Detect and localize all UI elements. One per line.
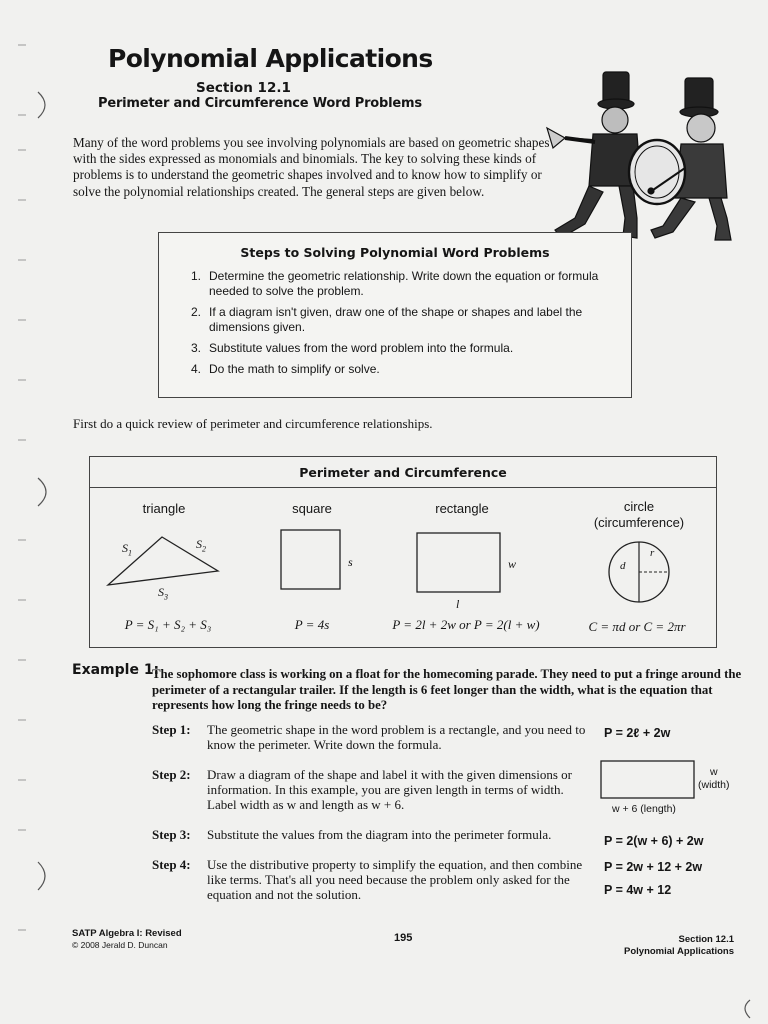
circle-label-2: (circumference) bbox=[593, 515, 685, 530]
step-1-text: The geometric shape in the word problem is a rectangle, and you need to know the perimeter. Write down the formula. bbox=[207, 722, 586, 752]
steps-list bbox=[177, 269, 617, 383]
footer-book-title: SATP Algebra I: Revised bbox=[72, 928, 182, 939]
footer-section: Section 12.1 bbox=[678, 934, 734, 945]
step-number: 1. bbox=[190, 269, 201, 283]
section-number: Section 12.1 bbox=[196, 80, 291, 96]
step-text: Substitute values from the word problem into the formula. bbox=[209, 341, 514, 355]
review-text: First do a quick review of perimeter and circumference relationships. bbox=[73, 416, 433, 431]
square-label: square bbox=[292, 501, 332, 516]
rectangle-diagram bbox=[416, 532, 502, 594]
side-subscript: 3 bbox=[164, 592, 168, 602]
circle-radius-label: r bbox=[650, 547, 655, 559]
side-subscript: 1 bbox=[128, 548, 132, 558]
list-item bbox=[177, 362, 617, 377]
footer-chapter-title: Polynomial Applications bbox=[624, 946, 734, 957]
step-1-formula: P = 2ℓ + 2w bbox=[604, 726, 671, 740]
margin-binder-marks bbox=[0, 0, 60, 1024]
step-4-text: Use the distributive property to simplify the equation, and then combine like terms. That's all you need because the problem only asked for the equation and not the solution. bbox=[207, 857, 583, 902]
example-length-label: w + 6 (length) bbox=[612, 803, 676, 815]
rectangle-length-label: l bbox=[456, 597, 460, 611]
step-text: If a diagram isn't given, draw one of the shape or shapes and label the dimensions given. bbox=[209, 305, 583, 334]
step-text: Do the math to simplify or solve. bbox=[209, 362, 380, 376]
step-4-label: Step 4: bbox=[152, 857, 191, 872]
square-formula: P = 4s bbox=[294, 617, 330, 632]
square-diagram bbox=[280, 529, 342, 591]
triangle-side-1 bbox=[122, 541, 132, 557]
page-number: 195 bbox=[394, 932, 413, 944]
list-item bbox=[177, 305, 617, 335]
list-item bbox=[177, 269, 617, 299]
trumpeter-figure bbox=[547, 72, 641, 238]
footer-copyright: © 2008 Jerald D. Duncan bbox=[72, 940, 168, 950]
circle-label: circle bbox=[623, 499, 655, 514]
side-letter: S bbox=[158, 585, 164, 599]
rectangle-label: rectangle bbox=[435, 501, 489, 516]
page-subtitle: Perimeter and Circumference Word Problems bbox=[98, 96, 422, 111]
step-4-formula-1: P = 2w + 12 + 2w bbox=[604, 860, 703, 874]
side-letter: S bbox=[122, 541, 128, 555]
step-3-text: Substitute the values from the diagram into the perimeter formula. bbox=[207, 827, 552, 842]
circle-diagram bbox=[606, 539, 672, 605]
step-text: Determine the geometric relationship. Write down the equation or formula needed to solve the problem. bbox=[209, 269, 599, 298]
pc-box-heading: Perimeter and Circumference bbox=[90, 457, 716, 488]
step-2-label: Step 2: bbox=[152, 767, 191, 782]
example-width-label-2: (width) bbox=[698, 779, 730, 791]
side-letter: S bbox=[196, 537, 202, 551]
page-title: Polynomial Applications bbox=[108, 44, 433, 73]
rectangle-formula: P = 2l + 2w or P = 2(l + w) bbox=[392, 617, 540, 632]
example-rectangle-diagram bbox=[600, 760, 696, 800]
circle-formula: C = πd or C = 2πr bbox=[588, 619, 686, 634]
triangle-formula: P = S₁ + S₂ + S₃ bbox=[124, 617, 212, 632]
step-2-text: Draw a diagram of the shape and label it with the given dimensions or information. In this example, you are given length in terms of width. Label width as w and length as w + 6. bbox=[207, 767, 572, 812]
scan-corner-mark bbox=[736, 998, 756, 1020]
step-number: 2. bbox=[190, 305, 201, 319]
triangle-side-3 bbox=[158, 585, 168, 601]
rectangle-width-label: w bbox=[508, 557, 517, 571]
steps-box-heading: Steps to Solving Polynomial Word Problems bbox=[240, 245, 550, 260]
step-3-label: Step 3: bbox=[152, 827, 191, 842]
intro-paragraph: Many of the word problems you see involving polynomials are based on geometric shapes with the sides expressed as monomials and binomials. The key to solving these kinds of problems is to understand the geometric shapes involved and to know how to simplify or solve the polynomial relationships created. The general steps are given below. bbox=[73, 135, 550, 199]
perimeter-circumference-box bbox=[89, 456, 717, 648]
triangle-side-2 bbox=[196, 537, 206, 553]
example-label: Example 1: bbox=[72, 662, 160, 678]
triangle-label: triangle bbox=[142, 501, 186, 516]
step-number: 3. bbox=[190, 341, 201, 355]
list-item bbox=[177, 341, 617, 356]
step-3-formula: P = 2(w + 6) + 2w bbox=[604, 834, 704, 848]
square-side-label: s bbox=[348, 555, 353, 569]
steps-box bbox=[158, 232, 632, 398]
step-number: 4. bbox=[190, 362, 201, 376]
marching-band-illustration bbox=[545, 68, 745, 250]
drummer-figure bbox=[629, 78, 731, 240]
step-1-label: Step 1: bbox=[152, 722, 191, 737]
example-problem: The sophomore class is working on a float for the homecoming parade. They need to put a fringe around the perimeter of a rectangular trailer. If the length is 6 feet longer than the width, what is the equation that represents how long the fringe needs to be? bbox=[152, 667, 742, 712]
circle-diameter-label: d bbox=[620, 560, 626, 572]
side-subscript: 2 bbox=[202, 544, 206, 554]
step-4-formula-2: P = 4w + 12 bbox=[604, 883, 672, 897]
example-width-label: w bbox=[710, 766, 718, 778]
